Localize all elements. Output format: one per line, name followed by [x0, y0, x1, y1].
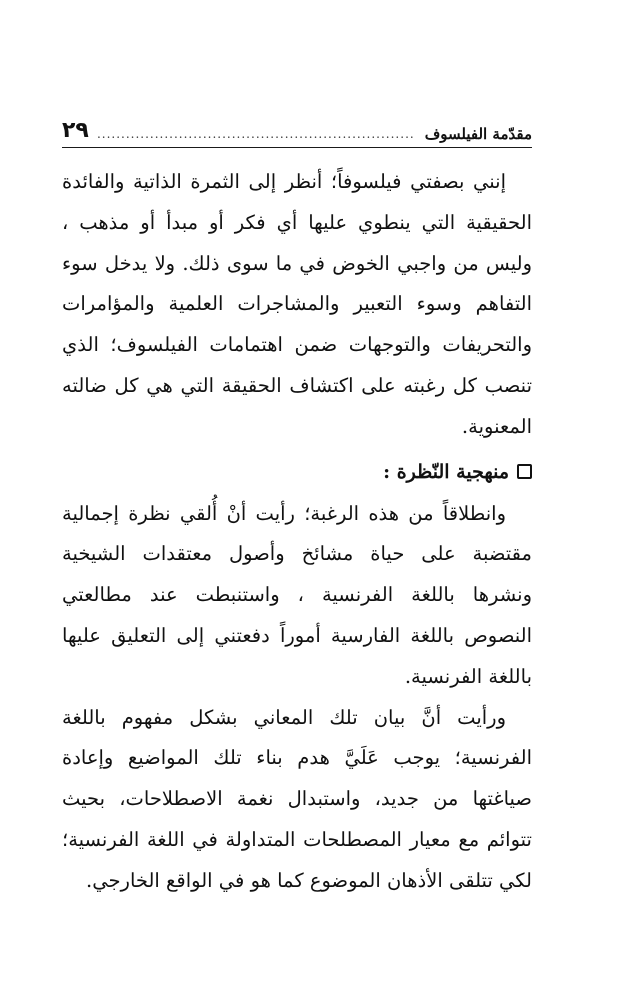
header-title: مقدّمة الفيلسوف	[424, 125, 532, 143]
paragraph-3: ورأيت أنَّ بيان تلك المعاني بشكل مفهوم باللغة الفرنسية؛ يوجب عَلَيَّ هدم بناء تلك المواضيع وإعادة صياغتها من جديد، واستبدال نغمة الاصطلاحات، بحيث تتوائم مع معيار المصطلحات المتداولة في اللغة الفرنسية؛ لكي تتلقى الأذهان الموضوع كما هو في الواقع الخارجي.	[62, 705, 532, 892]
page-number: ٢٩	[62, 118, 89, 143]
header-leader-dots: ..................................................................	[96, 129, 415, 139]
body-text	[62, 162, 532, 902]
paragraph-2: وانطلاقاً من هذه الرغبة؛ رأيت أنْ أُلقي نظرة إجمالية مقتضبة على حياة مشائخ وأصول معتقدات الشيخية ونشرها باللغة الفرنسية ، واستنبطت عند مطالعتي النصوص باللغة الفارسية أموراً دفعتني إلى التعليق عليها باللغة الفرنسية.	[62, 501, 532, 688]
paragraph-1: إنني بصفتي فيلسوفاً؛ أنظر إلى الثمرة الذاتية والفائدة الحقيقية التي ينطوي عليها أي فكر أو مبدأ أو مذهب ، وليس من واجبي الخوض في ما سوى ذلك. ولا يدخل سوء التفاهم وسوء التعبير والمشاجرات العلمية والمؤامرات والتحريفات والتوجهات ضمن اهتمامات الفيلسوف؛ الذي تنصب كل رغبته على اكتشاف الحقيقة التي هي كل ضالته المعنوية.	[62, 170, 532, 438]
section-heading-text: منهجية النّظرة :	[383, 460, 509, 483]
running-header	[62, 108, 532, 148]
section-heading	[62, 452, 532, 492]
square-bullet-icon	[517, 464, 532, 479]
